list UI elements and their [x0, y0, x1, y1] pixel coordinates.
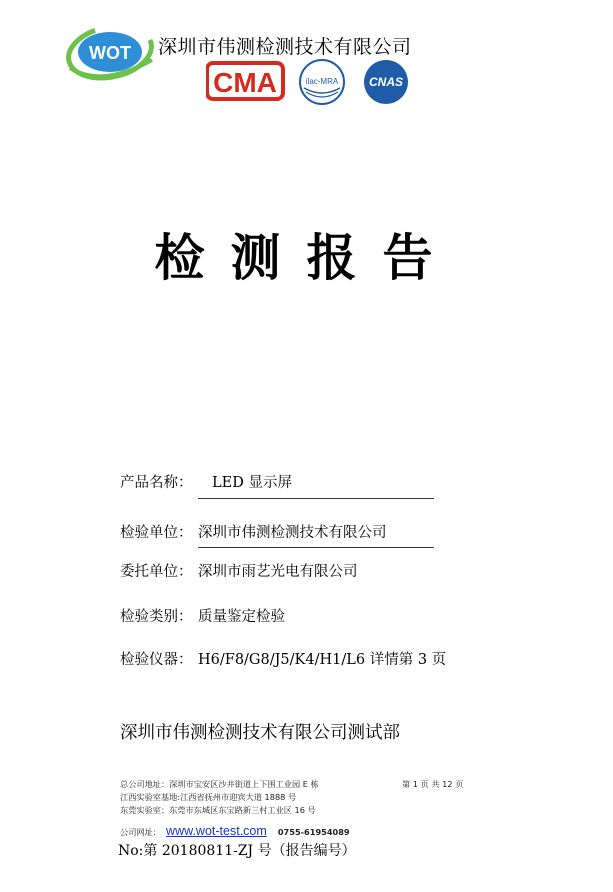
field-value-instruments: H6/F8/G8/J5/K4/H1/L6 详情第 3 页: [198, 652, 447, 668]
dongguan-lab-address: 东莞实验室：东莞市东城区东宝路新三村工业区 16 号: [120, 805, 316, 815]
cnas-logo: [364, 60, 408, 104]
cma-logo-text: CMA: [213, 67, 277, 98]
report-title: 检测报告: [154, 228, 459, 287]
field-value-client: 深圳市雨艺光电有限公司: [198, 564, 358, 580]
field-label-instruments: 检验仪器：: [120, 652, 193, 668]
jiangxi-lab-address: 江西实验室基地:江西省抚州市迎宾大道 1888 号: [120, 792, 297, 802]
field-value-inspection-unit: 深圳市伟测检测技术有限公司: [198, 525, 387, 541]
report-number: No:第 20180811-ZJ 号（报告编号）: [118, 843, 356, 859]
cma-logo: [207, 63, 283, 99]
website-link[interactable]: www.wot-test.com: [166, 824, 267, 838]
field-value-product: LED 显示屏: [212, 475, 292, 491]
page-info: 第 1 页 共 12 页: [402, 779, 464, 789]
wot-logo: [62, 22, 162, 84]
phone-number: 0755-61954089: [277, 827, 350, 837]
hq-address: 总公司地址：深圳市宝安区沙井街道上下围工业园 E 栋: [120, 779, 319, 789]
field-label-client: 委托单位：: [120, 564, 193, 580]
ilac-mra-logo: [300, 60, 344, 104]
inspection-unit-underline: [198, 547, 434, 548]
company-header: 深圳市伟测检测技术有限公司: [158, 36, 412, 58]
footer-company-dept: 深圳市伟测检测技术有限公司测试部: [120, 723, 400, 743]
certification-logos: [206, 58, 416, 106]
website-label: 公司网址：: [120, 827, 161, 837]
cnas-logo-text: CNAS: [368, 75, 404, 89]
website-row: [120, 820, 350, 839]
ilac-logo-text: ilac-MRA: [305, 77, 339, 86]
wot-logo-text: WOT: [89, 43, 131, 63]
field-label-product: 产品名称：: [120, 475, 193, 491]
field-label-category: 检验类别：: [120, 609, 193, 625]
product-underline: [198, 498, 434, 499]
field-label-inspection-unit: 检验单位：: [120, 525, 193, 541]
field-value-category: 质量鉴定检验: [198, 609, 285, 625]
